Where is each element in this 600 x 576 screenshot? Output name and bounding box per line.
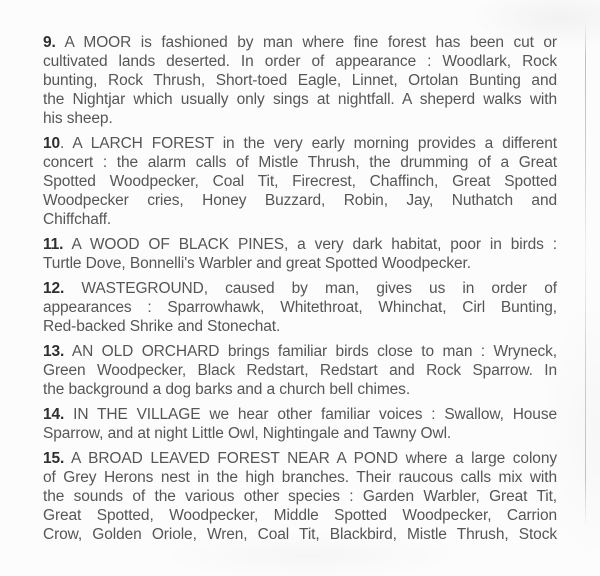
text-line: concert : the alarm calls of Mistle Thrush, the drumming of a Great — [43, 154, 557, 171]
text-line: cultivated lands deserted. In order of appearance : Woodlark, Rock — [43, 53, 557, 70]
text-line: 14. IN THE VILLAGE we hear other familiar voices : Swallow, House — [43, 406, 557, 423]
text-line: 15. A BROAD LEAVED FOREST NEAR A POND where a large colony — [43, 450, 557, 467]
paragraph-11 — [43, 235, 557, 273]
scan-edge-line — [585, 22, 586, 527]
text-line: 11. A WOOD OF BLACK PINES, a very dark habitat, poor in birds : — [43, 236, 557, 253]
text-line: Great Spotted, Woodpecker, Middle Spotted Woodpecker, Carrion — [43, 507, 557, 524]
text-line: Red-backed Shrike and Stonechat. — [43, 318, 281, 335]
text-line: of Grey Herons nest in the high branches. Their raucous calls mix with — [43, 469, 557, 486]
text-line: Spotted Woodpecker, Coal Tit, Firecrest, Chaffinch, Great Spotted — [43, 173, 557, 190]
text-line: Woodpecker cries, Honey Buzzard, Robin, Jay, Nuthatch and — [43, 192, 557, 209]
paragraph-13 — [43, 342, 557, 399]
text-line: bunting, Rock Thrush, Short-toed Eagle, Linnet, Ortolan Bunting and — [43, 72, 557, 89]
text-line: Turtle Dove, Bonnelli's Warbler and great Spotted Woodpecker. — [43, 255, 471, 272]
text-line: the background a dog barks and a church bell chimes. — [43, 381, 411, 398]
paragraph-15 — [43, 449, 557, 544]
text-line: the Nightjar which usually only sings at nightfall. A sheperd walks with — [43, 91, 557, 108]
paragraph-number: 13. — [43, 343, 65, 360]
text-line: Chiffchaff. — [43, 211, 112, 228]
text-line: 13. AN OLD ORCHARD brings familiar birds close to man : Wryneck, — [43, 343, 557, 360]
paragraph-number: 15. — [43, 450, 65, 467]
paragraph-number-suffix: . — [60, 135, 65, 152]
paragraph-number: 12. — [43, 280, 65, 297]
paragraph-number: 11. — [43, 236, 64, 253]
text-line: 10. A LARCH FOREST in the very early morning provides a different — [43, 135, 557, 152]
text-line: his sheep. — [43, 110, 113, 127]
paragraph-10 — [43, 134, 557, 229]
paragraph-number: 14. — [43, 406, 65, 423]
text-line: 9. A MOOR is fashioned by man where fine forest has been cut or — [43, 34, 557, 51]
text-line: the sounds of the various other species : Garden Warbler, Great Tit, — [43, 488, 557, 505]
paragraph-number: 9. — [43, 34, 56, 51]
paragraph-12 — [43, 279, 557, 336]
text-line: Crow, Golden Oriole, Wren, Coal Tit, Blackbird, Mistle Thrush, Stock — [43, 526, 557, 543]
paragraph-9 — [43, 33, 557, 128]
text-line: appearances : Sparrowhawk, Whitethroat, Whinchat, Cirl Bunting, — [43, 299, 557, 316]
text-block — [43, 33, 557, 550]
text-line: Green Woodpecker, Black Redstart, Redstart and Rock Sparrow. In — [43, 362, 557, 379]
paragraph-number: 10 — [43, 135, 61, 152]
paragraph-14 — [43, 405, 557, 443]
text-line: 12. WASTEGROUND, caused by man, gives us in order of — [43, 280, 557, 297]
text-line: Sparrow, and at night Little Owl, Nightingale and Tawny Owl. — [43, 425, 452, 442]
